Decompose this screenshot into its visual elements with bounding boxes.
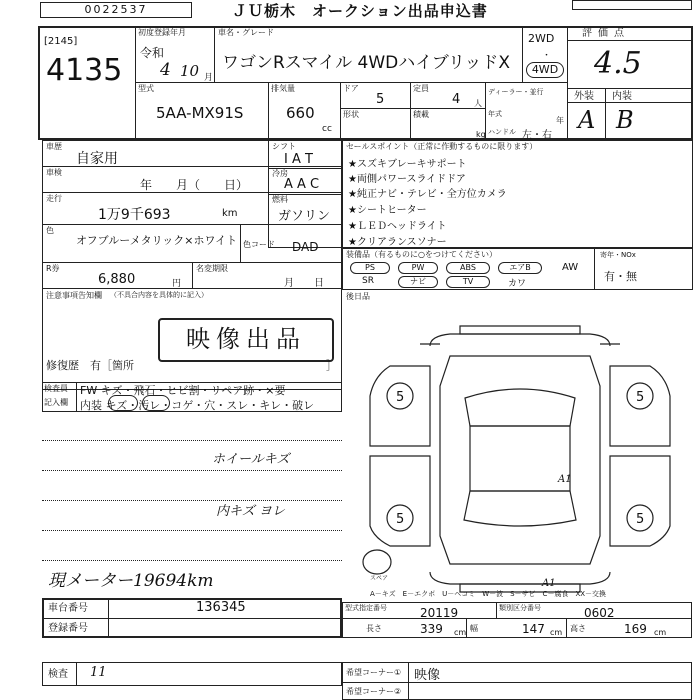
width-label: 幅 bbox=[470, 624, 478, 633]
entry-label: 記入欄 bbox=[44, 398, 68, 407]
sales-point-2: ★両側パワースライドドア bbox=[348, 174, 466, 185]
mark-5-fr: 5 bbox=[636, 390, 645, 405]
lot-code: [2145] bbox=[44, 36, 78, 47]
mileage-label: 走行 bbox=[46, 194, 62, 203]
equipment-label: 装備品（有るものに○をつけてください） bbox=[346, 250, 497, 259]
exam-value: 11 bbox=[90, 665, 107, 680]
shift: I A T bbox=[284, 152, 313, 167]
sales-point-6: ★クリアランスソナー bbox=[348, 237, 447, 248]
equip-ps: PS bbox=[350, 262, 390, 274]
use-label: 車歴 bbox=[46, 142, 62, 151]
capacity-label: 定員 bbox=[413, 84, 429, 93]
height-unit: cm bbox=[654, 628, 667, 637]
notes-small: （不具合内容を具体的に記入） bbox=[110, 291, 208, 299]
ac: A A C bbox=[284, 177, 320, 192]
notes-label: 注意事項告知欄 bbox=[46, 291, 102, 300]
type-no-label: 型式指定番号 bbox=[345, 604, 387, 612]
capacity: 4 bbox=[452, 92, 461, 107]
length-label: 長さ bbox=[366, 624, 382, 633]
doors: 5 bbox=[376, 92, 385, 107]
meter-note: 現メーター19694km bbox=[48, 571, 214, 591]
displacement-label: 排気量 bbox=[271, 84, 295, 93]
equip-aw: AW bbox=[562, 262, 579, 273]
inspection: 年 月（ 日） bbox=[140, 178, 249, 192]
mark-5-fl: 5 bbox=[396, 390, 405, 405]
remark-2: 内キズ ヨレ bbox=[216, 504, 285, 519]
color-label: 色 bbox=[46, 226, 54, 235]
length-unit: cm bbox=[454, 628, 467, 637]
class-no-label: 類別区分番号 bbox=[499, 604, 541, 612]
header-right-box bbox=[572, 0, 692, 10]
ext-label: 外装 bbox=[574, 91, 594, 102]
reg-year: 4 bbox=[160, 60, 171, 80]
eval-score: 4.5 bbox=[594, 46, 642, 81]
equip-navi: ナビ bbox=[398, 276, 438, 288]
dealer-label: ディーラー・並行 bbox=[488, 88, 544, 96]
chassis-number: 136345 bbox=[196, 600, 246, 615]
equip-leather: カワ bbox=[508, 279, 527, 289]
recycle-label: R券 bbox=[46, 264, 60, 273]
repair-bracket: ］ bbox=[326, 359, 337, 372]
lot-number: 4135 bbox=[46, 53, 123, 88]
diagram-mark-a1: A1 bbox=[558, 474, 572, 485]
equip-tv: TV bbox=[446, 276, 490, 288]
form-title: ＪＵ栃木 オークション出品申込書 bbox=[232, 2, 488, 20]
color-code: DAD bbox=[292, 240, 319, 254]
spare-label: スペア bbox=[370, 575, 389, 582]
car-name: ワゴンRスマイル 4WDハイブリッドX bbox=[222, 53, 511, 73]
era: 令和 bbox=[140, 46, 165, 60]
sales-label: セールスポイント（正常に作動するものに限ります） bbox=[346, 142, 538, 151]
sales-point-5: ★ＬＥＤヘッドライト bbox=[348, 221, 447, 232]
car-damage-diagram bbox=[350, 306, 690, 598]
mark-5-rr: 5 bbox=[636, 512, 645, 527]
height: 169 bbox=[624, 622, 647, 636]
name-change-label: 名変期限 bbox=[196, 264, 228, 273]
rear-label: 後日品 bbox=[346, 292, 370, 301]
first-reg-label: 初度登録年月 bbox=[138, 28, 186, 37]
color-code-label: 色コード bbox=[243, 240, 275, 249]
reg-month: 10 bbox=[180, 62, 200, 80]
color: オフブルーメタリック×ホワイト bbox=[76, 234, 238, 247]
name-label: 車名・グレード bbox=[218, 28, 274, 37]
month-unit: 月 bbox=[204, 73, 214, 83]
kg-unit: kg bbox=[476, 130, 486, 139]
drive-2wd: 2WD bbox=[528, 32, 555, 45]
width: 147 bbox=[522, 622, 545, 636]
model-year-label: 年式 bbox=[488, 110, 502, 118]
fuel: ガソリン bbox=[278, 209, 331, 224]
displacement: 660 bbox=[286, 104, 315, 122]
chassis-label: 車台番号 bbox=[48, 603, 88, 614]
class-no: 0602 bbox=[584, 606, 615, 620]
model-year-unit: 年 bbox=[556, 116, 564, 125]
use: 自家用 bbox=[76, 151, 118, 167]
sales-point-3: ★純正ナビ・テレビ・全方位カメラ bbox=[348, 189, 507, 200]
name-change: 月 日 bbox=[284, 278, 324, 289]
length: 339 bbox=[420, 622, 443, 636]
doors-label: ドア bbox=[343, 84, 359, 93]
shape-label: 形状 bbox=[343, 110, 359, 119]
int-label: 内装 bbox=[612, 91, 632, 102]
drive-4wd-circled: 4WD bbox=[526, 62, 564, 78]
nox-label: 寄年・NOx bbox=[600, 251, 636, 259]
inspect-label: 検査員 bbox=[44, 384, 68, 393]
type-no: 20119 bbox=[420, 606, 459, 620]
recycle-unit: 円 bbox=[172, 279, 182, 289]
scratch-circle bbox=[108, 395, 138, 411]
model: 5AA-MX91S bbox=[156, 104, 244, 122]
nox: 有・無 bbox=[604, 270, 637, 283]
inspection-label: 車検 bbox=[46, 168, 62, 177]
handle: 左・右 bbox=[522, 130, 552, 141]
eval-label: 評価点 bbox=[582, 28, 630, 39]
height-label: 高さ bbox=[570, 624, 586, 633]
exam-block bbox=[42, 662, 342, 686]
mileage: 1万9千693 bbox=[98, 207, 171, 223]
cc-unit: cc bbox=[322, 124, 332, 134]
handle-label: ハンドル bbox=[488, 128, 516, 136]
sales-point-4: ★シートヒーター bbox=[348, 205, 427, 216]
corner2-label: 希望コーナー② bbox=[346, 687, 402, 696]
capacity-unit: 人 bbox=[474, 99, 482, 108]
model-label: 型式 bbox=[138, 84, 154, 93]
interior-line: 内装 キズ・汚レ・コゲ・穴・スレ・キレ・破レ bbox=[80, 399, 315, 412]
corner1: 映像 bbox=[414, 668, 441, 683]
int-grade: B bbox=[616, 106, 634, 134]
fuel-label: 燃料 bbox=[272, 195, 288, 204]
drive-dot: ・ bbox=[542, 51, 552, 61]
recycle: 6,880 bbox=[98, 272, 136, 287]
repair-label: 修復歴 有［箇所 bbox=[46, 359, 134, 372]
reg-number-label: 登録番号 bbox=[48, 623, 88, 634]
width-unit: cm bbox=[550, 628, 563, 637]
km-unit: km bbox=[222, 208, 238, 219]
fw-line: FW キズ・飛石・ヒビ割・リペア跡・×要 bbox=[80, 384, 286, 397]
equip-pw: PW bbox=[398, 262, 438, 274]
exam-label: 検査 bbox=[48, 669, 68, 680]
equip-airbag: エアB bbox=[498, 262, 542, 274]
load-label: 積載 bbox=[413, 110, 429, 119]
equip-abs: ABS bbox=[446, 262, 490, 274]
sales-point-1: ★スズキブレーキサポート bbox=[348, 159, 467, 170]
damage-legend: A－キズ E－エクボ U－ヘコミ W－波 S－サビ C－腐食 XX－交換 bbox=[370, 590, 607, 598]
stock-number: 0022537 bbox=[40, 2, 192, 18]
shift-label: シフト bbox=[272, 142, 296, 151]
video-stamp: 映像出品 bbox=[158, 318, 334, 362]
ext-grade: A bbox=[578, 106, 596, 134]
equip-sr: SR bbox=[362, 276, 374, 286]
mark-5-rl: 5 bbox=[396, 512, 405, 527]
corner1-label: 希望コーナー① bbox=[346, 668, 402, 677]
remark-1: ホイールキズ bbox=[212, 452, 290, 467]
diagram-mark-a1-rear: A1 bbox=[542, 578, 556, 589]
stain-circle bbox=[142, 395, 170, 411]
ac-label: 冷房 bbox=[272, 169, 288, 178]
